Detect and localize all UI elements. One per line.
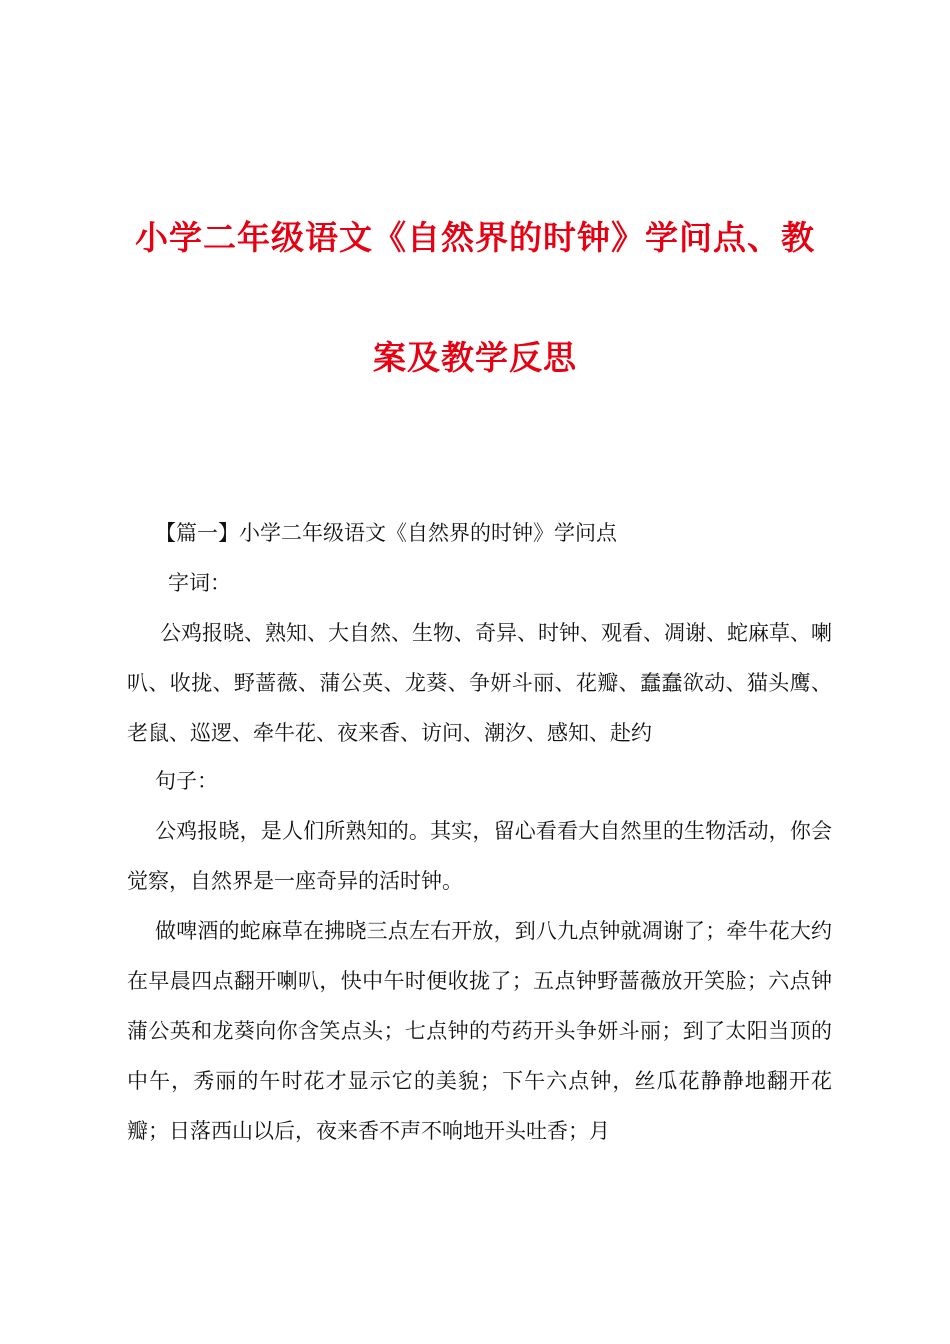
section-heading: 【篇一】小学二年级语文《自然界的时钟》学问点 xyxy=(155,521,617,545)
sentence-label: 句子： xyxy=(155,769,218,793)
document-title-line-1: 小学二年级语文《自然界的时钟》学问点、教 xyxy=(135,218,815,257)
vocab-label: 字词： xyxy=(168,571,231,595)
sentence-paragraph-2: 做啤酒的蛇麻草在拂晓三点左右开放，到八九点钟就凋谢了；牵牛花大约在早晨四点翻开喇叭，快中午时便收拢了；五点钟野蔷薇放开笑脸；六点钟蒲公英和龙葵向你含笑点头；七点钟的芍药开头争妍斗丽；到了太阳当顶的中午，秀丽的午时花才显示它的美貌；下午六点钟，丝瓜花静静地翻开花瓣；日落西山以后，夜来香不声不响地开头吐香；月 xyxy=(127,919,832,1143)
sentence-paragraph-1: 公鸡报晓，是人们所熟知的。其实，留心看看大自然里的生物活动，你会觉察，自然界是一座奇异的活时钟。 xyxy=(127,819,832,893)
document-title-line-2: 案及教学反思 xyxy=(373,338,577,377)
vocab-paragraph: 公鸡报晓、熟知、大自然、生物、奇异、时钟、观看、凋谢、蛇麻草、喇叭、收拢、野蔷薇、蒲公英、龙葵、争妍斗丽、花瓣、蠢蠢欲动、猫头鹰、老鼠、巡逻、牵牛花、夜来香、访问、潮汐、感知、赴约 xyxy=(127,621,832,745)
